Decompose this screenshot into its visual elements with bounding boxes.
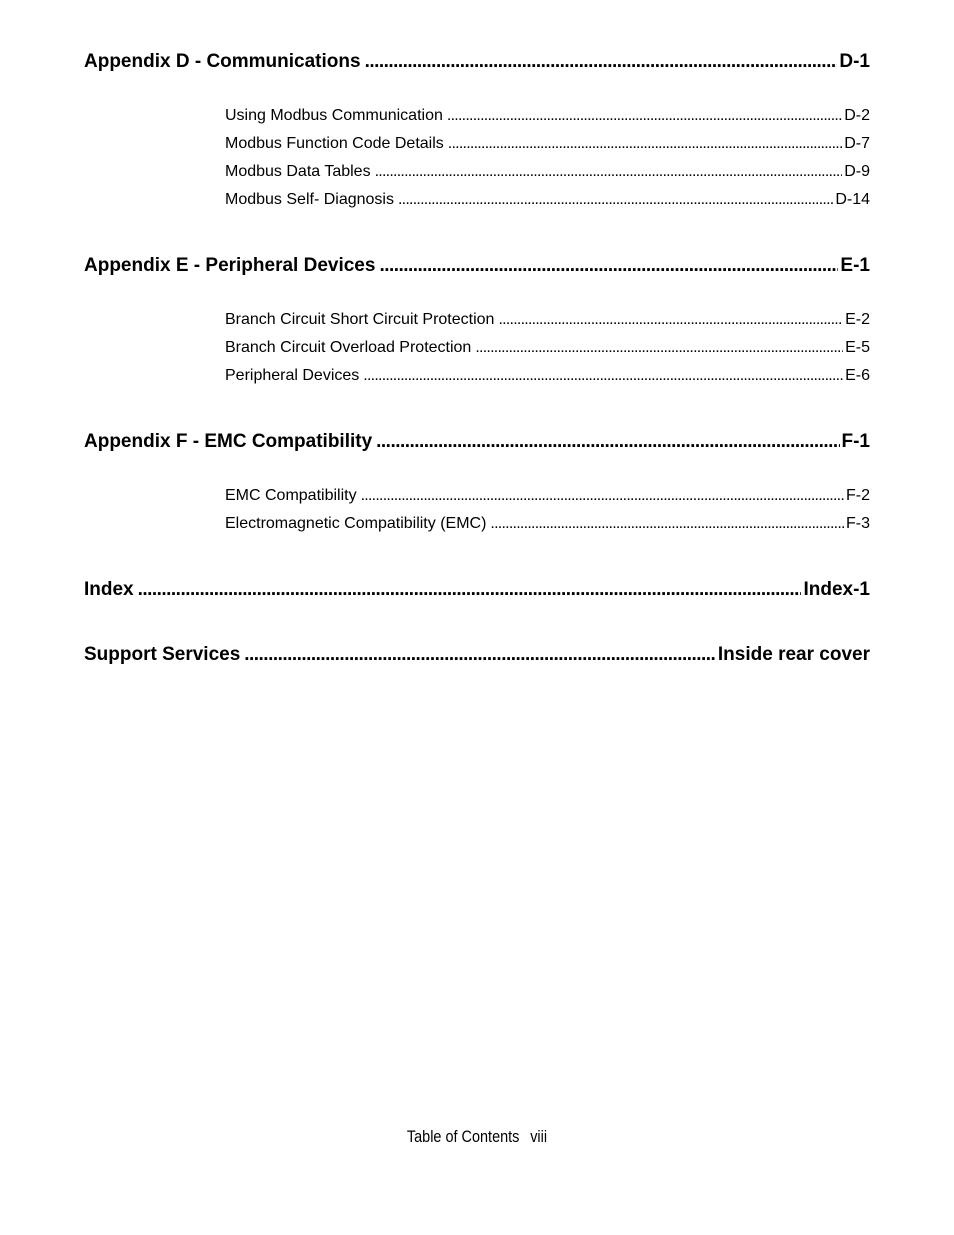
section-spacer xyxy=(84,214,870,252)
toc-entry[interactable] xyxy=(225,306,870,334)
page-footer xyxy=(72,1127,883,1147)
section-spacer xyxy=(84,604,870,641)
toc-heading-page: F-1 xyxy=(841,431,870,452)
section-spacer xyxy=(84,538,870,576)
toc-entry[interactable] xyxy=(225,362,870,390)
toc-entry[interactable] xyxy=(225,130,870,158)
toc-heading-page: Index-1 xyxy=(803,579,870,600)
toc-entry-label: Using Modbus Communication xyxy=(225,107,443,124)
toc-section-appendix-d xyxy=(84,48,870,214)
footer-title: Table of Contents xyxy=(406,1127,520,1146)
section-spacer xyxy=(84,390,870,428)
dot-leader xyxy=(244,641,716,669)
toc-entry[interactable] xyxy=(225,158,870,186)
toc-heading-support-services[interactable] xyxy=(84,641,870,669)
toc-entry-page: E-2 xyxy=(845,311,870,328)
toc-entry-page: F-3 xyxy=(846,515,870,532)
toc-entry-page: E-6 xyxy=(845,367,870,384)
dot-leader xyxy=(361,482,844,510)
toc-entry-label: Electromagnetic Compatibility (EMC) xyxy=(225,515,487,532)
dot-leader xyxy=(475,334,843,362)
toc-heading-title: Appendix E - Peripheral Devices xyxy=(84,255,376,276)
toc-entry-label: Modbus Function Code Details xyxy=(225,135,444,152)
dot-leader xyxy=(398,186,833,214)
toc-entry-label: Peripheral Devices xyxy=(225,367,360,384)
toc-heading-appendix-e[interactable] xyxy=(84,252,870,280)
toc-subentries xyxy=(225,306,870,390)
dot-leader xyxy=(365,48,838,76)
table-of-contents xyxy=(84,48,870,669)
toc-entry-page: D-9 xyxy=(844,163,870,180)
dot-leader xyxy=(447,102,842,130)
dot-leader xyxy=(375,158,843,186)
toc-entry-page: E-5 xyxy=(845,339,870,356)
toc-heading-appendix-f[interactable] xyxy=(84,428,870,456)
toc-entry[interactable] xyxy=(225,510,870,538)
toc-entry[interactable] xyxy=(225,102,870,130)
toc-entry[interactable] xyxy=(225,334,870,362)
dot-leader xyxy=(376,428,839,456)
toc-entry-label: EMC Compatibility xyxy=(225,487,357,504)
toc-entry[interactable] xyxy=(225,482,870,510)
toc-heading-title: Appendix D - Communications xyxy=(84,51,361,72)
toc-section-appendix-e xyxy=(84,252,870,390)
toc-heading-page: E-1 xyxy=(840,255,870,276)
toc-entry-page: D-2 xyxy=(844,107,870,124)
toc-subentries xyxy=(225,102,870,214)
toc-entry-label: Modbus Data Tables xyxy=(225,163,371,180)
toc-subentries xyxy=(225,482,870,538)
dot-leader xyxy=(138,576,802,604)
dot-leader xyxy=(498,306,843,334)
dot-leader xyxy=(448,130,842,158)
dot-leader xyxy=(363,362,843,390)
toc-entry-label: Modbus Self- Diagnosis xyxy=(225,191,394,208)
toc-heading-appendix-d[interactable] xyxy=(84,48,870,76)
toc-heading-title: Index xyxy=(84,579,134,600)
dot-leader xyxy=(379,252,838,280)
toc-entry-label: Branch Circuit Overload Protection xyxy=(225,339,472,356)
toc-entry-page: D-7 xyxy=(844,135,870,152)
toc-entry[interactable] xyxy=(225,186,870,214)
toc-heading-title: Appendix F - EMC Compatibility xyxy=(84,431,373,452)
toc-entry-label: Branch Circuit Short Circuit Protection xyxy=(225,311,495,328)
toc-entry-page: D-14 xyxy=(835,191,870,208)
footer-page-number: viii xyxy=(530,1127,548,1146)
toc-heading-title: Support Services xyxy=(84,644,241,665)
toc-entry-page: F-2 xyxy=(846,487,870,504)
toc-heading-index[interactable] xyxy=(84,576,870,604)
dot-leader xyxy=(490,510,844,538)
toc-heading-page: Inside rear cover xyxy=(717,644,870,665)
toc-section-appendix-f xyxy=(84,428,870,538)
toc-heading-page: D-1 xyxy=(839,51,870,72)
